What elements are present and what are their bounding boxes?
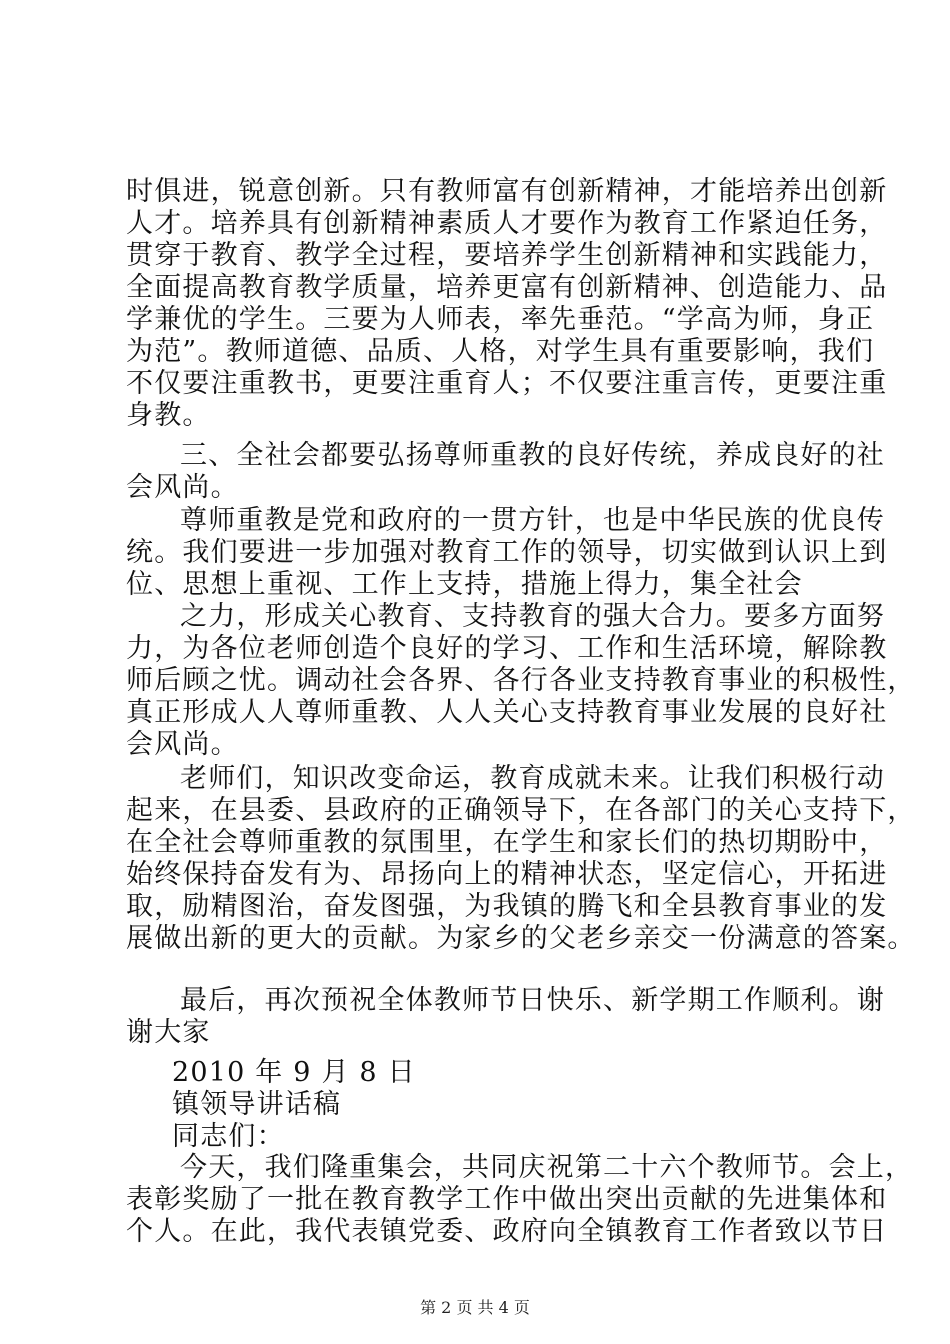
text-line: 展做出新的更大的贡献。为家乡的父老乡亲交一份满意的答案。 <box>126 923 916 954</box>
text-line: 力，为各位老师创造个良好的学习、工作和生活环境，解除教 <box>126 633 888 664</box>
text-line: 个人。在此，我代表镇党委、政府向全镇教育工作者致以节日 <box>126 1216 888 1247</box>
text-line: 起来，在县委、县政府的正确领导下，在各部门的关心支持下， <box>126 795 916 826</box>
text-line: 贯穿于教育、教学全过程，要培养学生创新精神和实践能力， <box>126 240 888 271</box>
text-line: 时俱进，锐意创新。只有教师富有创新精神，才能培养出创新 <box>126 176 888 207</box>
text-line: 老师们，知识改变命运，教育成就未来。让我们积极行动 <box>180 763 885 794</box>
text-line: 在全社会尊师重教的氛围里，在学生和家长们的热切期盼中， <box>126 827 888 858</box>
text-line: 会风尚。 <box>126 729 239 760</box>
text-line: 为范”。教师道德、品质、人格，对学生具有重要影响，我们 <box>126 336 875 367</box>
text-line: 学兼优的学生。三要为人师表，率先垂范。“学高为师，身正 <box>126 304 875 335</box>
text-line: 最后，再次预祝全体教师节日快乐、新学期工作顺利。谢 <box>180 985 885 1016</box>
text-line: 会风尚。 <box>126 472 239 503</box>
text-line: 表彰奖励了一批在教育教学工作中做出突出贡献的先进集体和 <box>126 1184 888 1215</box>
text-line: 取，励精图治，奋发图强，为我镇的腾飞和全县教育事业的发 <box>126 891 888 922</box>
text-line: 人才。培养具有创新精神素质人才要作为教育工作紧迫任务， <box>126 208 888 239</box>
text-line: 位、思想上重视、工作上支持，措施上得力，集全社会 <box>126 569 803 600</box>
text-line: 之力，形成关心教育、支持教育的强大合力。要多方面努 <box>180 601 885 632</box>
text-line: 镇领导讲话稿 <box>172 1089 342 1120</box>
text-line: 身教。 <box>126 400 211 431</box>
text-line: 不仅要注重教书，更要注重育人；不仅要注重言传，更要注重 <box>126 368 888 399</box>
text-line: 同志们： <box>172 1121 285 1152</box>
text-line: 全面提高教育教学质量，培养更富有创新精神、创造能力、品 <box>126 272 888 303</box>
text-line: 始终保持奋发有为、昂扬向上的精神状态，坚定信心，开拓进 <box>126 859 888 890</box>
text-line: 师后顾之忧。调动社会各界、各行各业支持教育事业的积极性， <box>126 665 916 696</box>
text-line: 统。我们要进一步加强对教育工作的领导，切实做到认识上到 <box>126 537 888 568</box>
text-line: 三、全社会都要弘扬尊师重教的良好传统，养成良好的社 <box>180 440 885 471</box>
page-footer: 第 2 页 共 4 页 <box>420 1298 530 1317</box>
text-line: 真正形成人人尊师重教、人人关心支持教育事业发展的良好社 <box>126 697 888 728</box>
text-line: 谢大家 <box>126 1017 211 1048</box>
text-line: 尊师重教是党和政府的一贯方针，也是中华民族的优良传 <box>180 505 885 536</box>
text-line: 2010 年 9 月 8 日 <box>172 1057 416 1088</box>
text-line: 今天，我们隆重集会，共同庆祝第二十六个教师节。会上， <box>180 1152 914 1183</box>
